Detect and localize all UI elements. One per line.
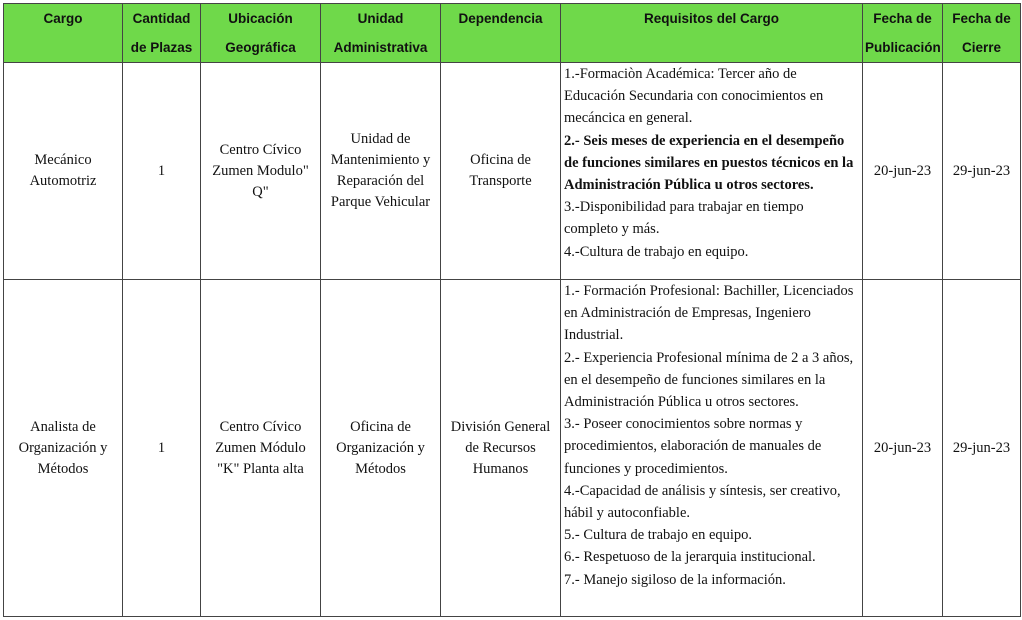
header-row <box>4 4 1021 63</box>
cell-cargo: Analista de Organización y Métodos <box>4 280 123 617</box>
header-unidad-administrativa: Unidad Administrativa <box>321 4 441 63</box>
header-dependencia: Dependencia <box>441 4 561 63</box>
requirement-item: 2.- Seis meses de experiencia en el desempeño de funciones similares en puestos técnicos en la Administración Pública u otros sectores. <box>564 132 854 194</box>
requirement-item: 6.- Respetuoso de la jerarquia institucional. <box>564 549 816 566</box>
header-ubicacion-geografica: Ubicación Geográfica <box>201 4 321 63</box>
cell-cantidad: 1 <box>123 63 201 280</box>
requirement-item: 5.- Cultura de trabajo en equipo. <box>564 527 753 544</box>
cell-dependencia: División General de Recursos Humanos <box>441 280 561 617</box>
cell-fecha-publicacion: 20-jun-23 <box>863 63 943 280</box>
requirement-item: 4.-Cultura de trabajo en equipo. <box>564 243 749 260</box>
table-row <box>4 280 1021 617</box>
cell-cantidad: 1 <box>123 280 201 617</box>
cell-fecha-cierre: 29-jun-23 <box>943 280 1021 617</box>
header-fecha-publicacion: Fecha de Publicación <box>863 4 943 63</box>
cell-requisitos <box>561 63 863 280</box>
cell-ubicacion: Centro Cívico Zumen Módulo "K" Planta alta <box>201 280 321 617</box>
cell-unidad: Unidad de Mantenimiento y Reparación del Parque Vehicular <box>321 63 441 280</box>
header-requisitos: Requisitos del Cargo <box>561 4 863 63</box>
header-cargo: Cargo <box>4 4 123 63</box>
requirement-item: 4.-Capacidad de análisis y síntesis, ser creativo, hábil y autoconfiable. <box>564 482 841 522</box>
requirement-item: 1.- Formación Profesional: Bachiller, Licenciados en Administración de Empresas, Ingeniero Industrial. <box>564 283 854 344</box>
requirement-item: 1.-Formaciòn Académica: Tercer año de Educación Secundaria con conocimientos en mecáncica en general. <box>564 66 824 127</box>
cell-fecha-publicacion: 20-jun-23 <box>863 280 943 617</box>
header-fecha-cierre: Fecha de Cierre <box>943 4 1021 63</box>
cell-cargo: Mecánico Automotriz <box>4 63 123 280</box>
cell-fecha-cierre: 29-jun-23 <box>943 63 1021 280</box>
header-cantidad-plazas: Cantidad de Plazas <box>123 4 201 63</box>
requirement-item: 3.- Poseer conocimientos sobre normas y procedimientos, elaboración de manuales de funciones y procedimientos. <box>564 416 822 477</box>
table-row <box>4 63 1021 280</box>
requirement-item: 7.- Manejo sigiloso de la información. <box>564 571 786 588</box>
cell-unidad: Oficina de Organización y Métodos <box>321 280 441 617</box>
cell-requisitos <box>561 280 863 617</box>
job-openings-table <box>3 3 1021 617</box>
requirement-item: 3.-Disponibilidad para trabajar en tiempo completo y más. <box>564 199 804 238</box>
requirement-item: 2.- Experiencia Profesional mínima de 2 a 3 años, en el desempeño de funciones similares en la Administración Pública u otros sectores. <box>564 349 854 411</box>
cell-dependencia: Oficina de Transporte <box>441 63 561 280</box>
cell-ubicacion: Centro Cívico Zumen Modulo" Q" <box>201 63 321 280</box>
